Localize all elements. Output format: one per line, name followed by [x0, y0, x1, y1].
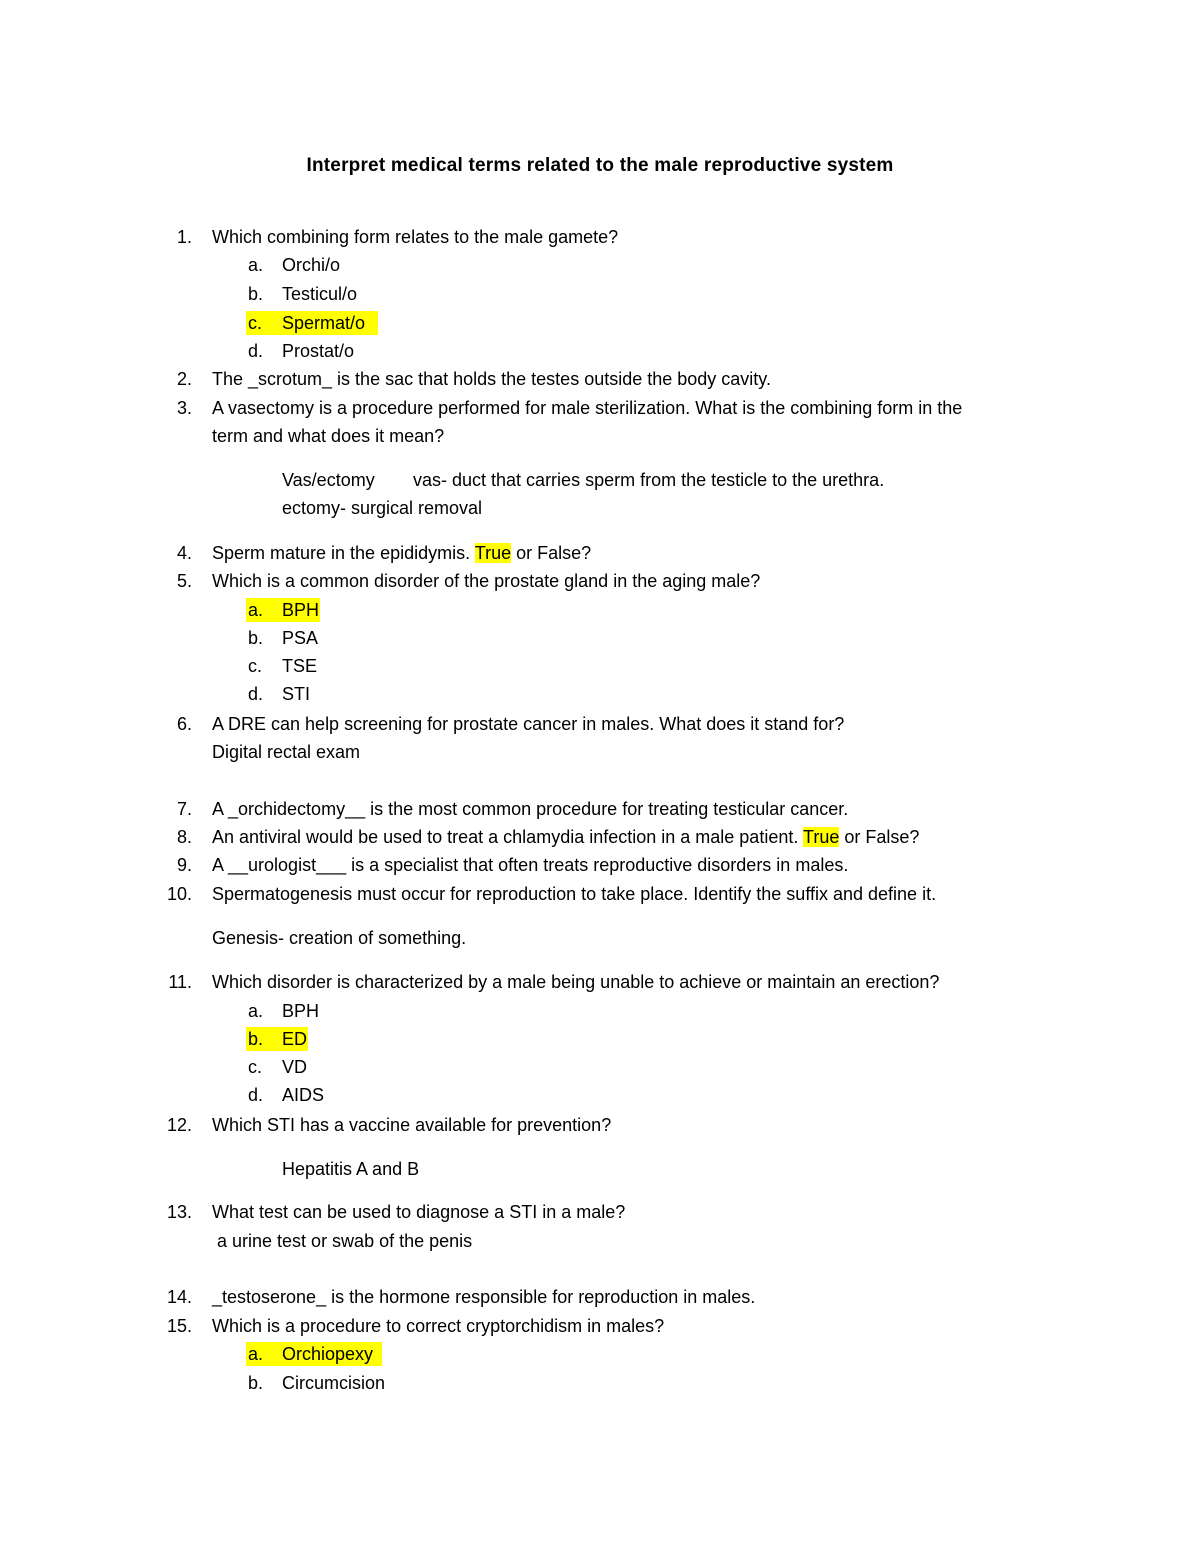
- question-number: 2.: [176, 369, 192, 389]
- question-text: A vasectomy is a procedure performed for male sterilization. What is the combining form in the: [212, 398, 963, 418]
- option-text: ED: [282, 1029, 308, 1049]
- option-letter: b.: [248, 628, 264, 648]
- option-letter: d.: [248, 341, 264, 361]
- answer-true-highlight: True: [474, 543, 512, 563]
- question-text-part: or False?: [839, 827, 920, 847]
- answer-text: ectomy- surgical removal: [282, 498, 483, 518]
- option-text: Prostat/o: [282, 341, 355, 361]
- question-text: The _scrotum_ is the sac that holds the testes outside the body cavity.: [212, 369, 771, 389]
- question-number: 4.: [176, 543, 192, 563]
- question-number: 11.: [168, 972, 192, 992]
- question-number: 3.: [176, 398, 192, 418]
- answer-text: Digital rectal exam: [212, 742, 361, 762]
- option-text: Spermat/o: [282, 313, 366, 333]
- question-text: Which is a common disorder of the prostate gland in the aging male?: [212, 571, 761, 591]
- option-text: TSE: [282, 656, 318, 676]
- option-letter: c.: [248, 313, 263, 333]
- question-text: A DRE can help screening for prostate cancer in males. What does it stand for?: [212, 714, 845, 734]
- question-text: What test can be used to diagnose a STI in a male?: [212, 1202, 626, 1222]
- option-letter: d.: [248, 684, 264, 704]
- option-text: Circumcision: [282, 1373, 386, 1393]
- option-text: BPH: [282, 600, 320, 620]
- option-text: Orchi/o: [282, 255, 341, 275]
- question-number: 9.: [176, 855, 192, 875]
- option-letter: a.: [248, 255, 264, 275]
- question-text: Spermatogenesis must occur for reproduction to take place. Identify the suffix and define it.: [212, 884, 937, 904]
- question-text-part: An antiviral would be used to treat a chlamydia infection in a male patient.: [212, 827, 804, 847]
- question-number: 14.: [166, 1287, 192, 1307]
- question-text: Which is a procedure to correct cryptorchidism in males?: [212, 1316, 665, 1336]
- question-text: A __urologist___ is a specialist that often treats reproductive disorders in males.: [212, 855, 849, 875]
- option-text: STI: [282, 684, 311, 704]
- question-text: Which disorder is characterized by a male being unable to achieve or maintain an erection?: [212, 972, 940, 992]
- option-letter: b.: [248, 284, 264, 304]
- answer-text: Hepatitis A and B: [282, 1159, 420, 1179]
- question-text: [212, 825, 919, 849]
- question-number: 5.: [176, 571, 192, 591]
- answer-text: a urine test or swab of the penis: [217, 1231, 473, 1251]
- question-number: 10.: [166, 884, 192, 904]
- option-letter: a.: [248, 1001, 264, 1021]
- question-number: 8.: [176, 827, 192, 847]
- option-letter: d.: [248, 1085, 264, 1105]
- question-text: A _orchidectomy__ is the most common procedure for treating testicular cancer.: [212, 799, 849, 819]
- question-number: 1.: [176, 227, 192, 247]
- question-text: Which combining form relates to the male gamete?: [212, 227, 619, 247]
- question-text: _testoserone_ is the hormone responsible for reproduction in males.: [212, 1287, 756, 1307]
- answer-text: Genesis- creation of something.: [212, 928, 467, 948]
- option-letter: c.: [248, 1057, 263, 1077]
- question-number: 12.: [166, 1115, 192, 1135]
- option-letter: b.: [248, 1029, 264, 1049]
- option-text: BPH: [282, 1001, 320, 1021]
- option-text: PSA: [282, 628, 319, 648]
- option-letter: a.: [248, 600, 264, 620]
- question-number: 15.: [166, 1316, 192, 1336]
- answer-text: vas- duct that carries sperm from the testicle to the urethra.: [413, 470, 885, 490]
- question-number: 7.: [176, 799, 192, 819]
- answer-term: Vas/ectomy: [282, 470, 375, 490]
- answer-true-highlight: True: [803, 827, 840, 847]
- question-text: Which STI has a vaccine available for prevention?: [212, 1115, 612, 1135]
- option-text: VD: [282, 1057, 308, 1077]
- question-number: 13.: [166, 1202, 192, 1222]
- question-text-continued: term and what does it mean?: [212, 426, 445, 446]
- option-letter: a.: [248, 1344, 264, 1364]
- page-title: Interpret medical terms related to the male reproductive system: [306, 155, 894, 176]
- question-number: 6.: [176, 714, 192, 734]
- option-text: AIDS: [282, 1085, 325, 1105]
- question-text-part: or False?: [511, 543, 592, 563]
- option-text: Orchiopexy: [282, 1344, 374, 1364]
- option-letter: b.: [248, 1373, 264, 1393]
- question-text-part: Sperm mature in the epididymis.: [212, 543, 475, 563]
- option-text: Testicul/o: [282, 284, 358, 304]
- question-text: [212, 541, 591, 565]
- option-letter: c.: [248, 656, 263, 676]
